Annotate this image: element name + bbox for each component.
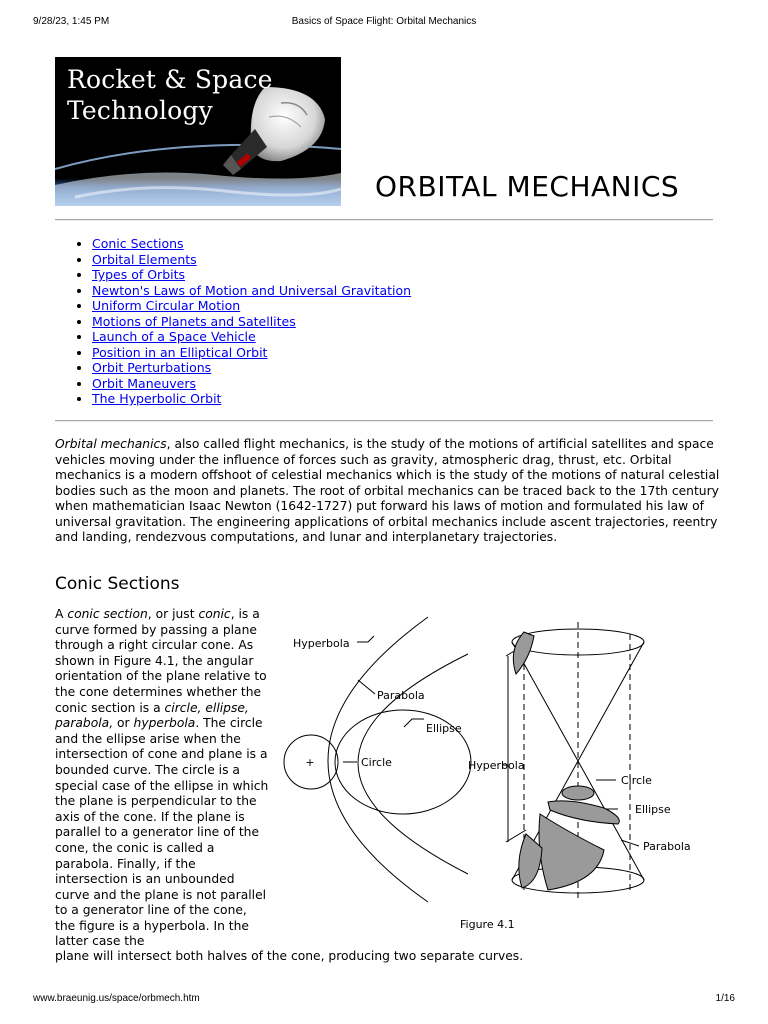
conic-text-5: . The circle and the ellipse arise when the intersection of cone and plane is a bounded curve. The circle is a special case of the ellipse in which the plane is perpendicular to the axis of the cone. If the plane is parallel to a generator line of the cone, the conic is called a parabola. Finally, if the intersection is an unbounded curve and the plane is not parallel to a generator line of the cone, the figure is a hyperbola. In the latter case the	[55, 716, 269, 949]
toc-item	[92, 283, 411, 299]
print-doc-title: Basics of Space Flight: Orbital Mechanics	[291, 16, 477, 27]
toc-link-position-elliptical-orbit[interactable]: Position in an Elliptical Orbit	[92, 344, 268, 360]
conic-text-2: , or just	[147, 607, 199, 621]
fig-label-parabola-right: Parabola	[643, 840, 691, 853]
section-heading-conic-sections: Conic Sections	[55, 574, 180, 594]
ellipse-section	[548, 801, 619, 824]
print-page-number: 1/16	[715, 993, 735, 1004]
toc-item	[92, 376, 411, 392]
fig-label-ellipse-left: Ellipse	[426, 722, 462, 735]
banner-title-line1: Rocket & Space	[67, 65, 273, 94]
table-of-contents	[55, 236, 411, 407]
toc-item	[92, 360, 411, 376]
toc-link-motions-of-planets[interactable]: Motions of Planets and Satellites	[92, 313, 296, 329]
toc-link-hyperbolic-orbit[interactable]: The Hyperbolic Orbit	[92, 391, 222, 406]
banner-title	[67, 64, 273, 126]
page-title: ORBITAL MECHANICS	[375, 170, 680, 203]
toc-item	[92, 298, 411, 314]
toc-link-orbit-maneuvers[interactable]: Orbit Maneuvers	[92, 375, 196, 391]
toc-item	[92, 267, 411, 283]
toc-item	[92, 252, 411, 268]
print-datetime: 9/28/23, 1:45 PM	[33, 16, 110, 27]
divider-top	[55, 219, 713, 221]
fig-label-hyperbola-right: Hyperbola	[468, 759, 525, 772]
toc-item	[92, 236, 411, 252]
focus-marker: +	[305, 756, 315, 769]
toc-item	[92, 345, 411, 361]
right-diagram-sections	[513, 632, 619, 890]
fig-label-hyperbola-left: Hyperbola	[293, 637, 350, 650]
intro-paragraph	[55, 437, 720, 546]
toc-link-uniform-circular-motion[interactable]: Uniform Circular Motion	[92, 298, 241, 313]
print-url: www.braeunig.us/space/orbmech.htm	[33, 993, 200, 1004]
conic-text-1: A	[55, 607, 68, 621]
conic-paragraph-last-line: plane will intersect both halves of the cone, producing two separate curves.	[55, 949, 524, 963]
fig-label-circle-right: Circle	[621, 774, 652, 787]
fig-label-parabola-left: Parabola	[377, 689, 425, 702]
conic-text-4: or	[113, 716, 134, 731]
conic-emph-3: circle, ellipse, parabola,	[55, 700, 249, 731]
print-footer	[0, 993, 768, 1007]
conic-paragraph	[55, 607, 270, 950]
print-header	[0, 16, 768, 30]
conic-sections-diagram	[278, 612, 718, 942]
fig-label-circle-left: Circle	[361, 756, 392, 769]
toc-link-conic-sections[interactable]: Conic Sections	[92, 236, 184, 251]
toc-link-types-of-orbits[interactable]: Types of Orbits	[92, 267, 186, 282]
parabola-section	[539, 814, 604, 890]
conic-emph-4: hyperbola	[133, 716, 196, 731]
conic-emph-1: conic section	[67, 607, 148, 621]
banner-title-line2: Technology	[67, 96, 213, 125]
conic-emph-2: conic	[198, 607, 231, 621]
toc-item	[92, 314, 411, 330]
intro-term: Orbital mechanics	[55, 437, 167, 451]
toc-item	[92, 391, 411, 407]
toc-item	[92, 329, 411, 345]
site-banner[interactable]	[55, 57, 341, 206]
toc-link-newtons-laws[interactable]: Newton's Laws of Motion and Universal Gravitation	[92, 282, 412, 298]
toc-link-launch-of-space-vehicle[interactable]: Launch of a Space Vehicle	[92, 329, 256, 344]
divider-bottom	[55, 420, 713, 422]
intro-text: , also called flight mechanics, is the study of the motions of artificial satellites and space vehicles moving under the influence of forces such as gravity, atmospheric drag, thrust, etc. Orbital mechanics is a modern offshoot of celestial mechanics which is the study of the motions of natural celestial bodies such as the moon and planets. The root of orbital mechanics can be traced back to the 17th century when mathematician Isaac Newton (1642-1727) put forward his laws of motion and formulated his law of universal gravitation. The engineering applications of orbital mechanics include ascent trajectories, reentry and landing, rendezvous computations, and lunar and interplanetary trajectories.	[55, 437, 720, 544]
figure-caption: Figure 4.1	[460, 918, 515, 931]
lower-hyperbola-section	[519, 834, 542, 888]
circle-section	[562, 786, 594, 800]
figure-conic-sections	[278, 612, 718, 942]
toc-link-orbital-elements[interactable]: Orbital Elements	[92, 251, 197, 267]
conic-text-3: , is a curve formed by passing a plane through a right circular cone. As shown in Figure 4.1, the angular orientation of the plane relative to the cone determines whether the conic section is a	[55, 607, 267, 715]
fig-label-ellipse-right: Ellipse	[635, 803, 671, 816]
toc-link-orbit-perturbations[interactable]: Orbit Perturbations	[92, 360, 212, 375]
